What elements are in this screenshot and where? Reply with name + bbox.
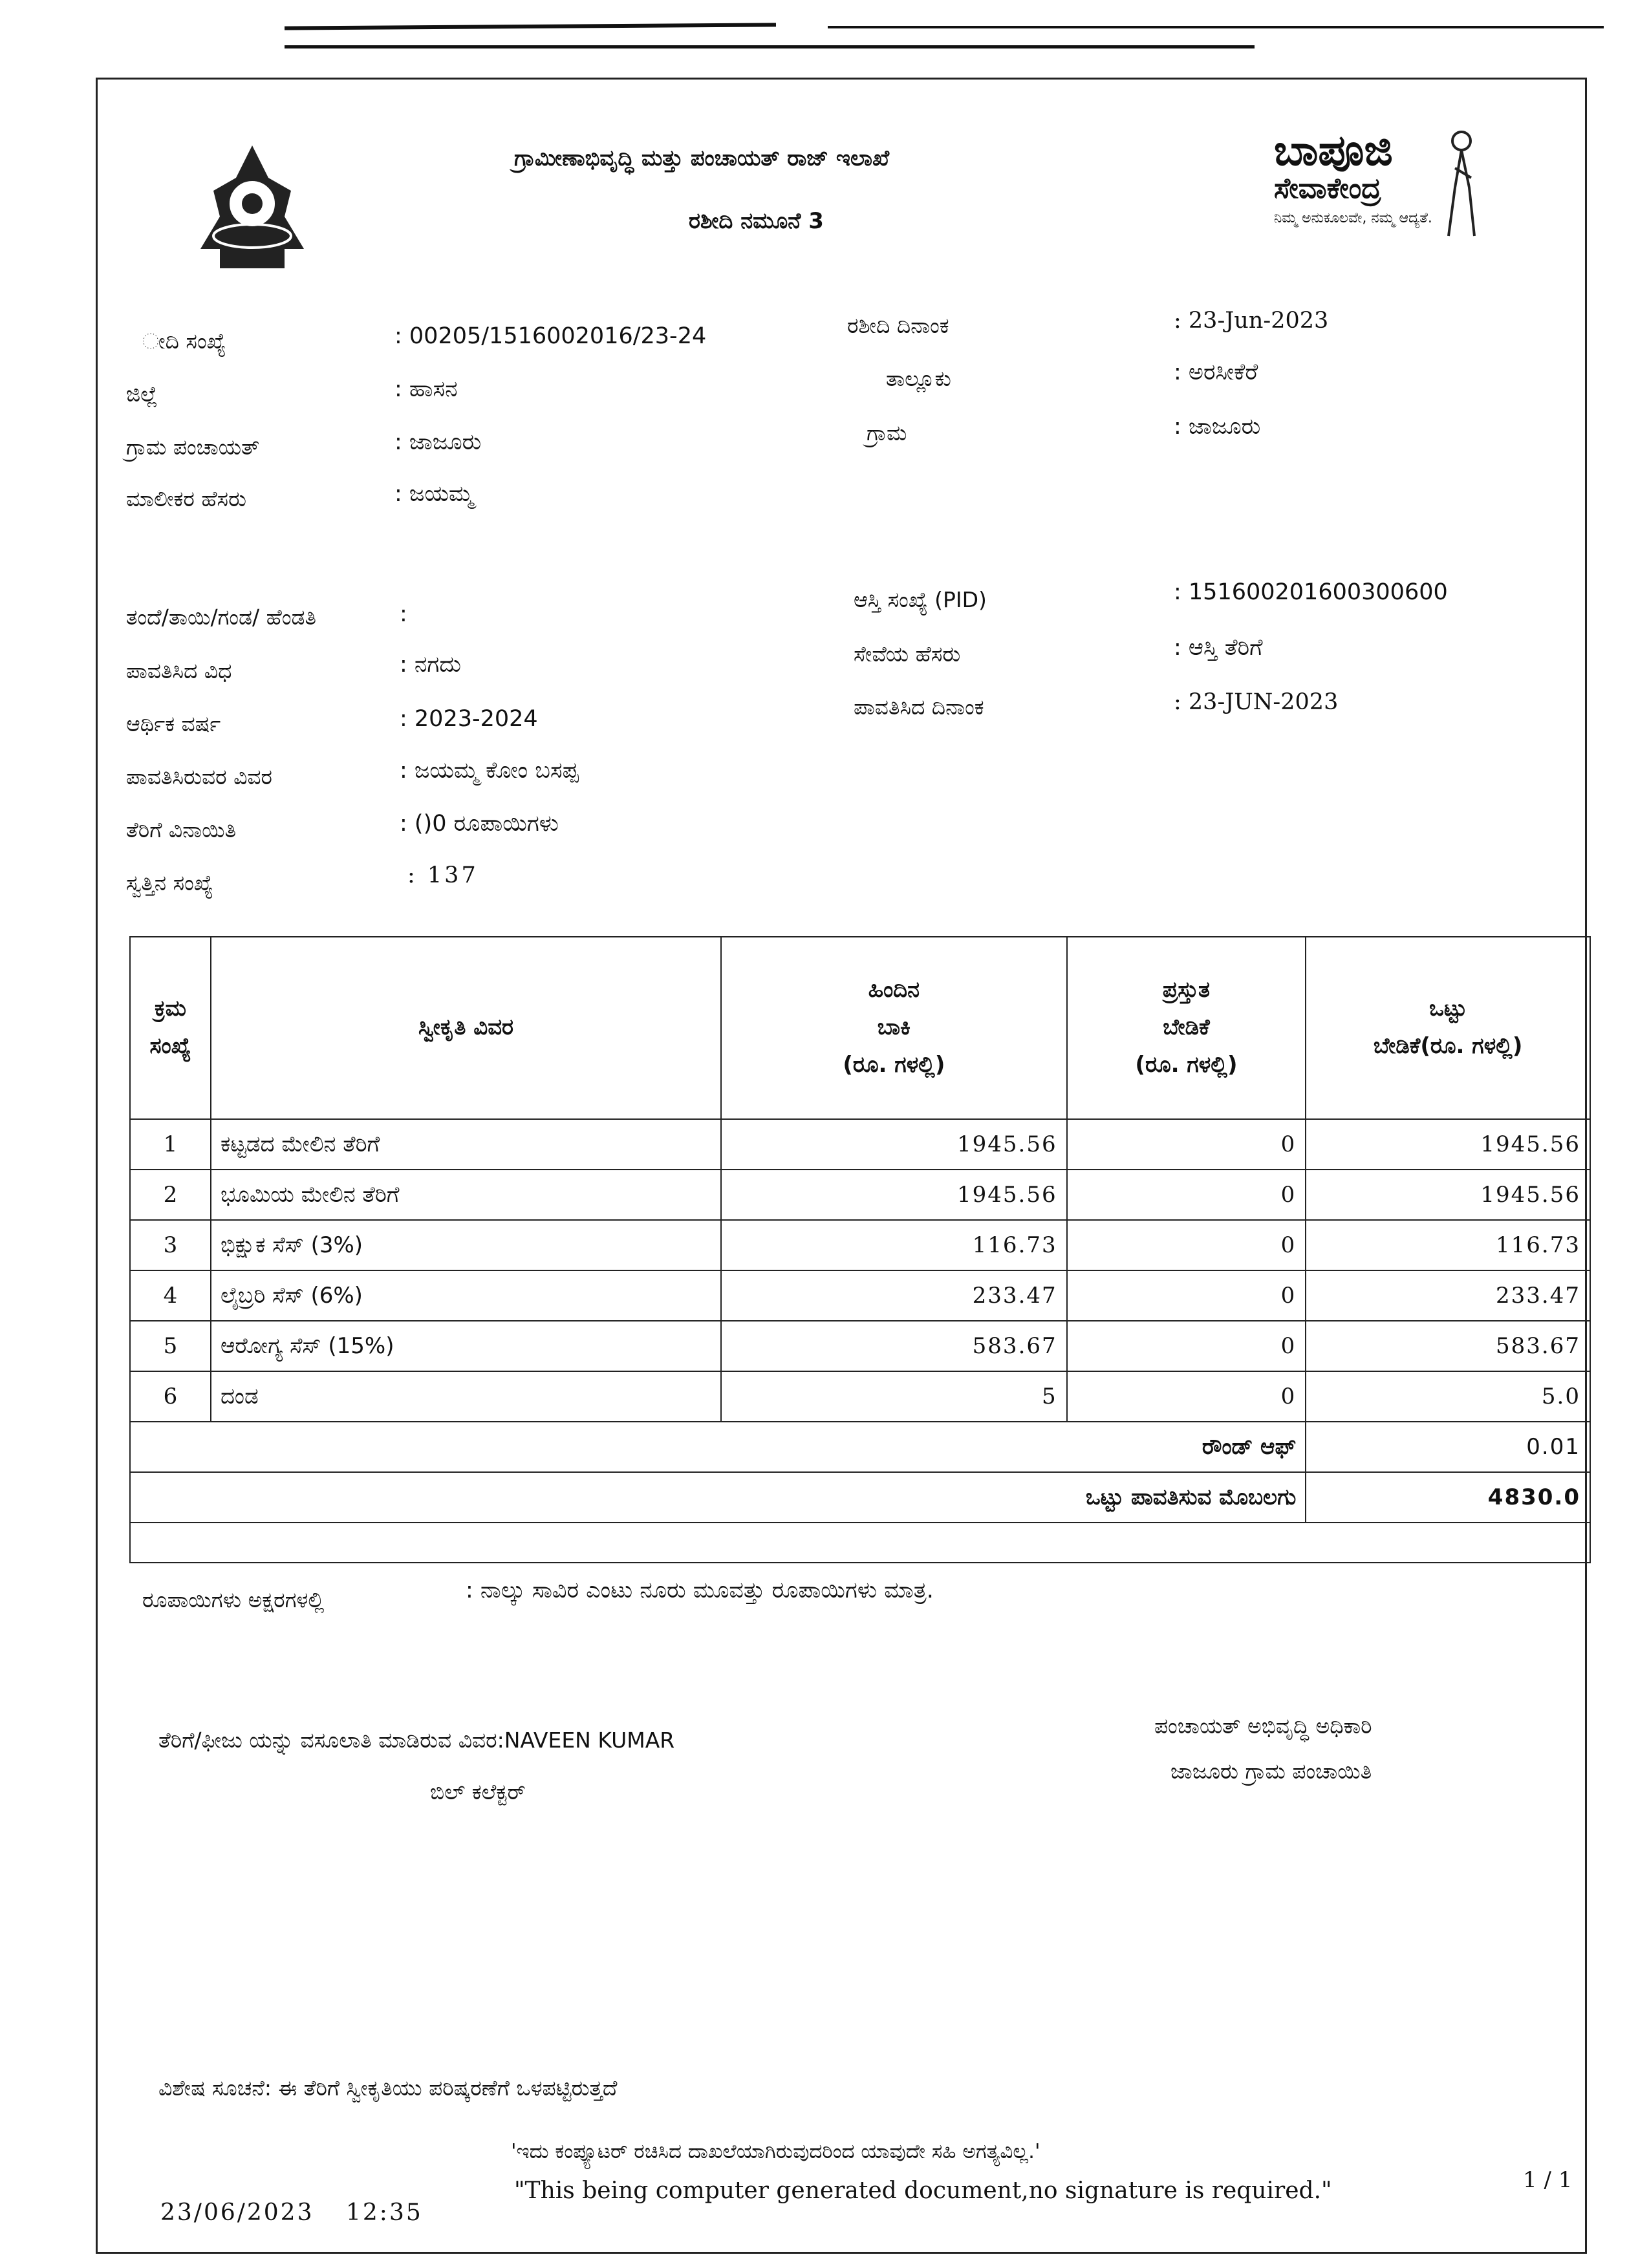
row-curr: 0 [1067,1321,1306,1371]
row-sl: 1 [130,1119,211,1170]
bapuji-figure-icon [1436,129,1487,239]
state-emblem-logo [175,133,330,288]
row-sl: 2 [130,1170,211,1220]
table-row [130,1119,1590,1170]
brand-tagline: ನಿಮ್ಮ ಅನುಕೂಲವೇ, ನಮ್ಮ ಆದ್ಯತೆ. [1274,209,1432,226]
row-desc: ದಂಡ [211,1371,721,1422]
scan-edge-line [285,23,776,30]
brand-name: ಬಾಪೂಜಿ [1274,125,1393,175]
row-curr: 0 [1067,1270,1306,1321]
row-sl: 5 [130,1321,211,1371]
payment-mode-value: : ನಗದು [400,652,462,678]
pid-label: ಆಸ್ತಿ ಸಂಖ್ಯೆ (PID) [854,587,987,612]
payment-mode-label: ಪಾವತಿಸಿದ ವಿಧ [126,658,232,683]
owner-name-label: ಮಾಲೀಕರ ಹೆಸರು [126,486,247,511]
row-prev: 5 [721,1371,1067,1422]
row-total: 1945.56 [1306,1170,1590,1220]
relation-label: ತಂದೆ/ತಾಯಿ/ಗಂಡ/ ಹೆಂಡತಿ [126,604,316,630]
row-desc: ಲೈಬ್ರರಿ ಸೆಸ್ (6%) [211,1270,721,1321]
relation-value: : [400,601,407,627]
row-prev: 1945.56 [721,1119,1067,1170]
collector-role: ಬಿಲ್ ಕಲೆಕ್ಟರ್ [430,1779,526,1804]
taluk-label: ತಾಲ್ಲೂಕು [886,366,951,391]
receipt-no-value: : 00205/1516002016/23-24 [394,323,707,349]
row-curr: 0 [1067,1220,1306,1270]
row-sl: 3 [130,1220,211,1270]
row-desc: ಭೂಮಿಯ ಮೇಲಿನ ತೆರಿಗೆ [211,1170,721,1220]
pid-value: : 151600201600300600 [1174,579,1448,605]
gram-panchayat-label: ಗ್ರಾಮ ಪಂಚಾಯತ್ [126,434,260,460]
row-sl: 6 [130,1371,211,1422]
sl-no-header: ಕ್ರಮ ಸಂಖ್ಯೆ [130,937,211,1119]
service-name-label: ಸೇವೆಯ ಹೆಸರು [854,641,961,667]
row-total: 1945.56 [1306,1119,1590,1170]
row-curr: 0 [1067,1119,1306,1170]
footer-time: 12:35 [346,2199,423,2226]
service-name-value: : ಆಸ್ತಿ ತೆರಿಗೆ [1174,635,1263,661]
row-prev: 1945.56 [721,1170,1067,1220]
roundoff-row [130,1422,1590,1472]
table-header-row [130,937,1590,1119]
district-value: : ಹಾಸನ [394,376,458,402]
row-curr: 0 [1067,1170,1306,1220]
table-blank-row [130,1523,1590,1563]
roundoff-value: 0.01 [1306,1422,1590,1472]
village-label: ಗ್ರಾಮ [867,420,907,445]
paid-date-label: ಪಾವತಿಸಿದ ದಿನಾಂಕ [854,694,984,720]
financial-year-label: ಆರ್ಥಿಕ ವರ್ಷ [126,711,221,736]
financial-year-value: : 2023-2024 [400,706,538,732]
bapuji-brand-logo [1274,125,1487,246]
amount-in-words-label: ರೂಪಾಯಿಗಳು ಅಕ್ಷರಗಳಲ್ಲಿ [142,1587,325,1612]
table-row [130,1170,1590,1220]
row-desc: ಭಿಕ್ಷುಕ ಸೆಸ್ (3%) [211,1220,721,1270]
receipt-date-label: ರಶೀದಿ ದಿನಾಂಕ [847,313,949,338]
row-prev: 583.67 [721,1321,1067,1371]
computer-note-kannada: 'ಇದು ಕಂಪ್ಯೂಟರ್ ರಚಿಸಿದ ದಾಖಲೆಯಾಗಿರುವುದರಿಂದ ಯಾವುದೇ ಸಹಿ ಅಗತ್ಯವಿಲ್ಲ.' [511,2140,1040,2163]
department-title: ಗ್ರಾಮೀಣಾಭಿವೃದ್ಧಿ ಮತ್ತು ಪಂಚಾಯತ್ ರಾಜ್ ಇಲಾಖೆ [514,145,890,171]
grand-total-label: ಒಟ್ಟು ಪಾವತಿಸುವ ಮೊಬಲಗು [130,1472,1306,1523]
roundoff-label: ರೌಂಡ್ ಆಫ್ [130,1422,1306,1472]
tax-exemption-value: : ()0 ರೂಪಾಯಿಗಳು [400,811,559,837]
special-note: ವಿಶೇಷ ಸೂಚನೆ: ಈ ತೆರಿಗೆ ಸ್ವೀಕೃತಿಯು ಪರಿಷ್ಕರಣೆಗೆ ಒಳಪಟ್ಟಿರುತ್ತದೆ [158,2075,618,2101]
amount-in-words-value: : ನಾಲ್ಕು ಸಾವಿರ ಎಂಟು ನೂರು ಮೂವತ್ತು ರೂಪಾಯಿಗಳು ಮಾತ್ರ. [466,1578,934,1603]
scan-edge-line [828,26,1604,28]
brand-sub: ಸೇವಾಕೇಂದ್ರ [1274,172,1381,205]
officer-office: ಜಾಜೂರು ಗ್ರಾಮ ಪಂಚಾಯಿತಿ [1170,1759,1372,1784]
row-prev: 116.73 [721,1220,1067,1270]
payer-details-value: : ಜಯಮ್ಮ ಕೋಂ ಬಸಪ್ಪ [400,758,579,784]
taluk-value: : ಅರಸೀಕೆರೆ [1174,359,1258,385]
row-desc: ಆರೋಗ್ಯ ಸೆಸ್ (15%) [211,1321,721,1371]
table-row [130,1270,1590,1321]
description-header: ಸ್ವೀಕೃತಿ ವಿವರ [211,937,721,1119]
row-prev: 233.47 [721,1270,1067,1321]
collector-line: ತೆರಿಗೆ/ಫೀಜು ಯನ್ನು ವಸೂಲಾತಿ ಮಾಡಿರುವ ವಿವರ:NAVEEN KUMAR [158,1728,675,1753]
grand-total-row [130,1472,1590,1523]
row-curr: 0 [1067,1371,1306,1422]
receipt-no-label: ೕದಿ ಸಂಖ್ಯೆ [142,328,226,354]
tax-exemption-label: ತೆರಿಗೆ ವಿನಾಯಿತಿ [126,817,237,842]
row-total: 233.47 [1306,1270,1590,1321]
district-label: ಜಿಲ್ಲೆ [126,381,158,407]
previous-balance-header: ಹಿಂದಿನ ಬಾಕಿ (ರೂ. ಗಳಲ್ಲಿ) [721,937,1067,1119]
total-demand-header: ಒಟ್ಟು ಬೇಡಿಕೆ(ರೂ. ಗಳಲ್ಲಿ) [1306,937,1590,1119]
page-number: 1 / 1 [1523,2167,1573,2193]
footer-date: 23/06/2023 [160,2199,314,2226]
table-row [130,1371,1590,1422]
computer-note-english: "This being computer generated document,no signature is required." [514,2177,1332,2204]
gram-panchayat-value: : ಜಾಜೂರು [394,429,482,455]
payer-details-label: ಪಾವತಿಸಿರುವರ ವಿವರ [126,764,273,789]
table-row [130,1220,1590,1270]
row-total: 116.73 [1306,1220,1590,1270]
row-sl: 4 [130,1270,211,1321]
row-desc: ಕಟ್ಟಡದ ಮೇಲಿನ ತೆರಿಗೆ [211,1119,721,1170]
fee-table [129,936,1591,1563]
grand-total-value: 4830.0 [1306,1472,1590,1523]
form-name: ರಶೀದಿ ನಮೂನೆ 3 [689,208,824,234]
current-demand-header: ಪ್ರಸ್ತುತ ಬೇಡಿಕೆ (ರೂ. ಗಳಲ್ಲಿ) [1067,937,1306,1119]
property-no-value: : 137 [407,862,479,888]
paid-date-value: : 23-JUN-2023 [1174,689,1339,715]
owner-name-value: : ಜಯಮ್ಮ [394,481,473,507]
row-total: 583.67 [1306,1321,1590,1371]
scan-edge-line [285,45,1255,48]
village-value: : ಜಾಜೂರು [1174,414,1261,440]
officer-title: ಪಂಚಾಯತ್ ಅಭಿವೃದ್ಧಿ ಅಧಿಕಾರಿ [1154,1713,1372,1738]
table-row [130,1321,1590,1371]
row-total: 5.0 [1306,1371,1590,1422]
property-no-label: ಸ್ವತ್ತಿನ ಸಂಖ್ಯೆ [126,870,213,895]
receipt-date-value: : 23-Jun-2023 [1174,308,1329,334]
